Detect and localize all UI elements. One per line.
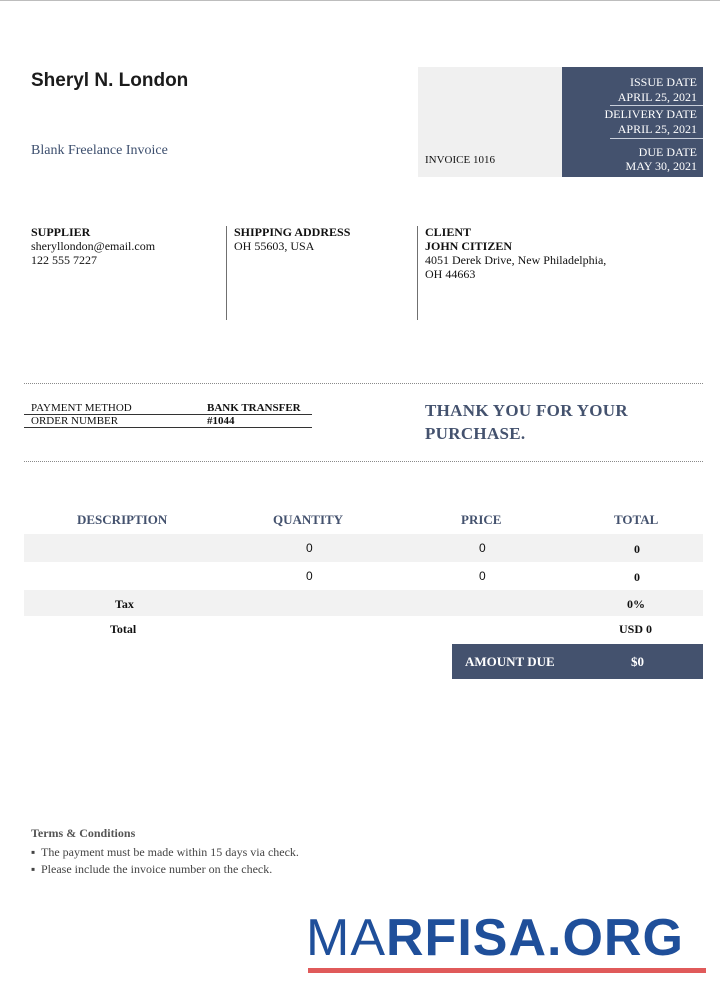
top-border <box>0 0 720 1</box>
shipping-address: OH 55603, USA <box>234 239 315 253</box>
row-2-quantity: 0 <box>306 569 313 583</box>
row-1-total: 0 <box>634 542 640 556</box>
marfisa-logo <box>306 908 684 968</box>
amount-due-value: $0 <box>631 654 644 669</box>
shipping-label: SHIPPING ADDRESS <box>234 225 351 239</box>
due-date-label: DUE DATE <box>638 145 697 159</box>
terms-title: Terms & Conditions <box>31 826 136 840</box>
terms-item <box>31 845 299 860</box>
section-divider <box>24 383 703 384</box>
date-divider <box>610 138 703 139</box>
tax-label: Tax <box>115 597 134 611</box>
payment-method-value: BANK TRANSFER <box>207 402 301 414</box>
column-divider <box>226 226 227 320</box>
logo-text-part-2: RFISA <box>386 909 547 967</box>
invoice-number: INVOICE 1016 <box>425 154 495 166</box>
bullet-icon: ▪ <box>31 845 36 859</box>
thank-you-message <box>425 399 685 445</box>
row-2-price: 0 <box>479 569 486 583</box>
section-divider <box>24 461 703 462</box>
header-total: TOTAL <box>614 512 659 527</box>
tax-value: 0% <box>627 597 645 611</box>
client-name: JOHN CITIZEN <box>425 239 513 253</box>
table-row <box>24 534 703 562</box>
amount-due-label: AMOUNT DUE <box>465 654 555 669</box>
payment-method-label: PAYMENT METHOD <box>31 402 132 414</box>
invoice-subtitle: Blank Freelance Invoice <box>31 143 168 158</box>
client-label: CLIENT <box>425 225 472 239</box>
total-label: Total <box>110 622 137 636</box>
row-1-price: 0 <box>479 541 486 555</box>
client-address-line-2: OH 44663 <box>425 267 476 281</box>
issue-date: APRIL 25, 2021 <box>617 90 697 104</box>
logo-underline <box>308 968 706 973</box>
due-date: MAY 30, 2021 <box>625 159 697 173</box>
order-row-rule <box>24 427 312 428</box>
total-value: USD 0 <box>619 622 653 636</box>
delivery-date: APRIL 25, 2021 <box>617 122 697 136</box>
thank-you-line-1: THANK YOU FOR YOUR <box>425 401 628 420</box>
header-price: PRICE <box>461 512 502 527</box>
freelancer-name: Sheryl N. London <box>31 70 189 91</box>
dates-panel <box>562 67 703 177</box>
logo-text-part-1: MA <box>306 909 386 967</box>
delivery-date-label: DELIVERY DATE <box>604 107 697 121</box>
header-description: DESCRIPTION <box>77 512 168 527</box>
thank-you-line-2: PURCHASE. <box>425 424 526 443</box>
client-address-line-1: 4051 Derek Drive, New Philadelphia, <box>425 253 607 267</box>
terms-item <box>31 862 272 877</box>
supplier-label: SUPPLIER <box>31 225 91 239</box>
supplier-email: sheryllondon@email.com <box>31 239 156 253</box>
order-number-value: #1044 <box>207 415 235 427</box>
header-quantity: QUANTITY <box>273 512 344 527</box>
column-divider <box>417 226 418 320</box>
terms-item-text: The payment must be made within 15 days via check. <box>41 845 299 859</box>
order-number-label: ORDER NUMBER <box>31 415 119 427</box>
date-divider <box>610 105 703 106</box>
supplier-phone: 122 555 7227 <box>31 253 97 267</box>
issue-date-label: ISSUE DATE <box>629 75 697 89</box>
bullet-icon: ▪ <box>31 862 36 876</box>
row-2-total: 0 <box>634 570 640 584</box>
logo-text-part-3: .ORG <box>547 909 684 967</box>
amount-due-box <box>452 644 703 679</box>
row-1-quantity: 0 <box>306 541 313 555</box>
terms-item-text: Please include the invoice number on the check. <box>41 862 273 876</box>
